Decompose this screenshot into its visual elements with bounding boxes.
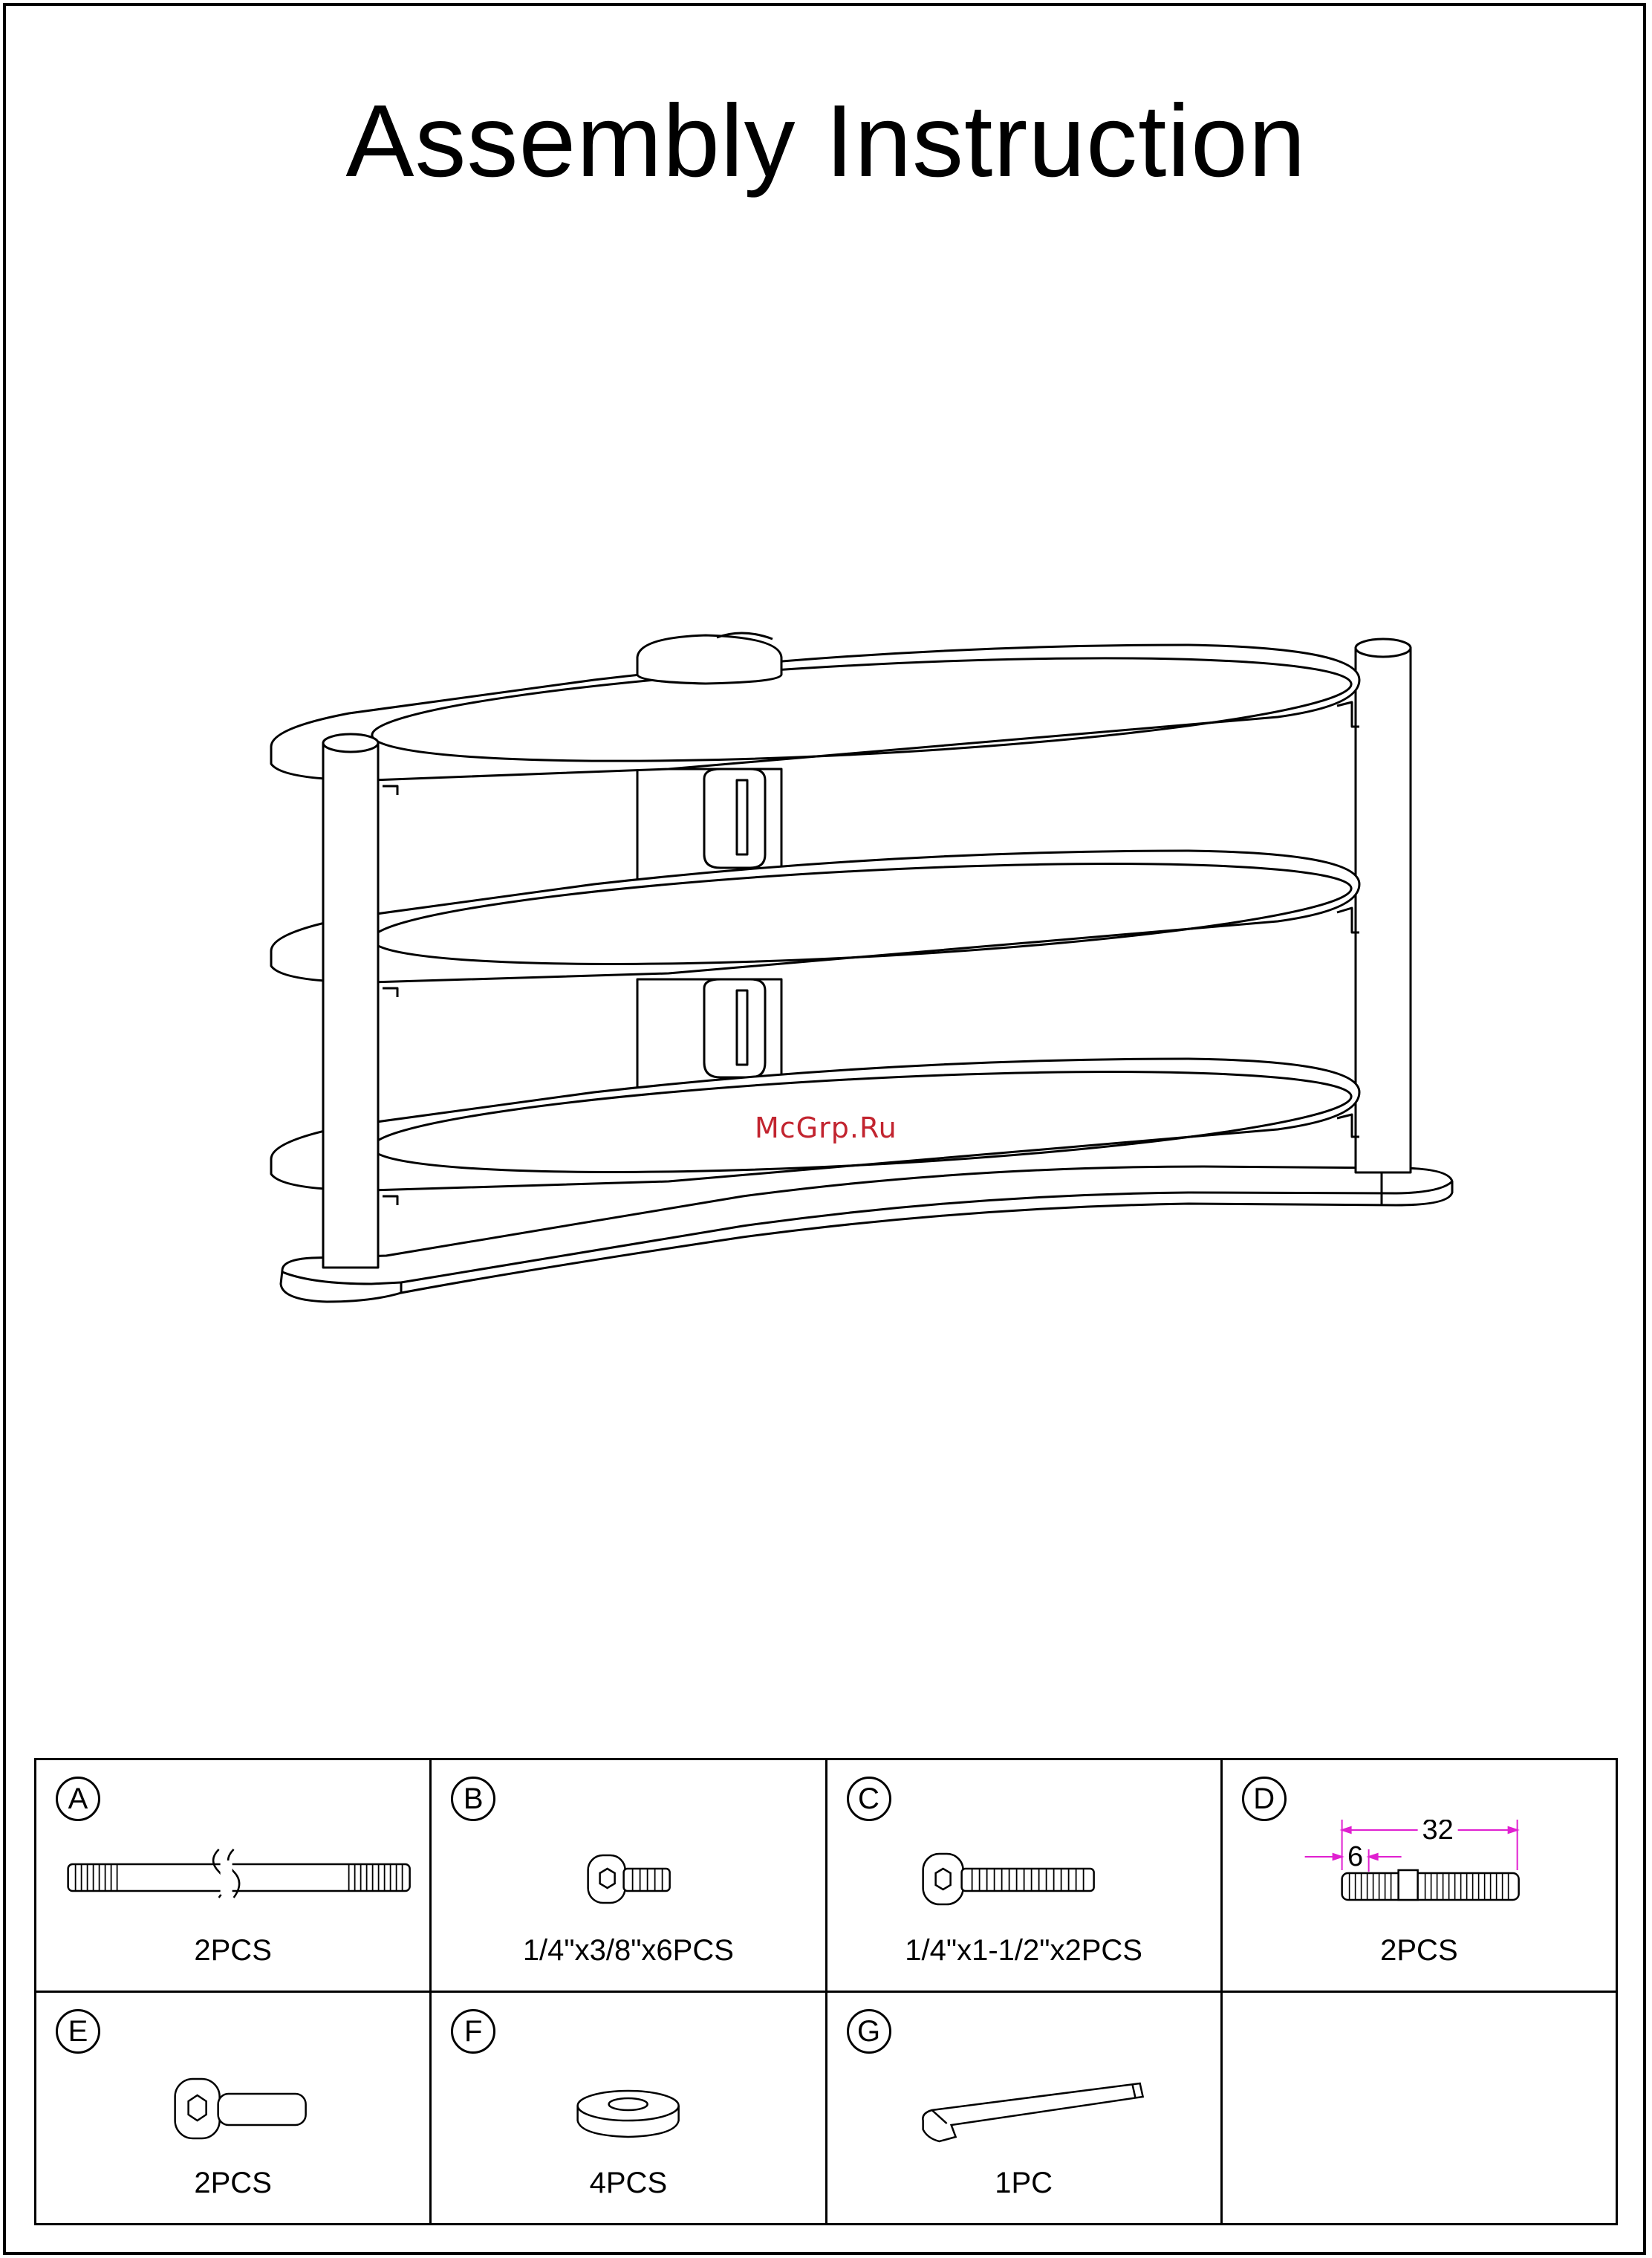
shelf-top <box>271 633 1359 780</box>
part-cell-g <box>826 1992 1221 2225</box>
tv-stand-illustration <box>253 609 1471 1323</box>
part-letter: E <box>56 2009 100 2054</box>
part-cell-b <box>431 1759 826 1992</box>
part-letter: C <box>847 1777 891 1821</box>
long-threaded-rod-icon <box>36 1820 429 1931</box>
part-quantity: 2PCS <box>1380 1934 1458 1967</box>
part-cell-empty <box>1221 1992 1616 2225</box>
part-cell-d <box>1221 1759 1616 1992</box>
smooth-shank-bolt-icon <box>36 2052 429 2164</box>
part-quantity: 1PC <box>995 2167 1053 2199</box>
parts-list-table <box>34 1758 1618 2225</box>
part-quantity: 1/4"x1-1/2"x2PCS <box>905 1934 1142 1967</box>
part-letter: A <box>56 1777 100 1821</box>
double-end-stud-icon <box>1223 1820 1616 1931</box>
part-quantity: 2PCS <box>194 2167 272 2199</box>
part-letter: F <box>451 2009 495 2054</box>
washer-icon <box>432 2052 825 2164</box>
dimension-offset: 6 <box>1347 1841 1363 1872</box>
part-letter: D <box>1242 1777 1287 1821</box>
part-quantity: 1/4"x3/8"x6PCS <box>522 1934 734 1967</box>
part-letter: B <box>451 1777 495 1821</box>
part-letter: G <box>847 2009 891 2054</box>
dimension-total: 32 <box>1422 1820 1454 1846</box>
part-cell-c <box>826 1759 1221 1992</box>
long-hex-bolt-icon <box>827 1820 1220 1931</box>
watermark: McGrp.Ru <box>755 1112 897 1144</box>
short-hex-bolt-icon <box>432 1820 825 1931</box>
part-cell-a <box>36 1759 431 1992</box>
part-quantity: 4PCS <box>589 2167 668 2199</box>
front-column <box>323 734 378 1268</box>
part-cell-f <box>431 1992 826 2225</box>
part-cell-e <box>36 1992 431 2225</box>
part-quantity: 2PCS <box>194 1934 272 1967</box>
allen-key-icon <box>827 2052 1220 2164</box>
back-column <box>1356 639 1411 1172</box>
page-title: Assembly Instruction <box>345 84 1307 198</box>
shelf-middle <box>271 846 1359 983</box>
